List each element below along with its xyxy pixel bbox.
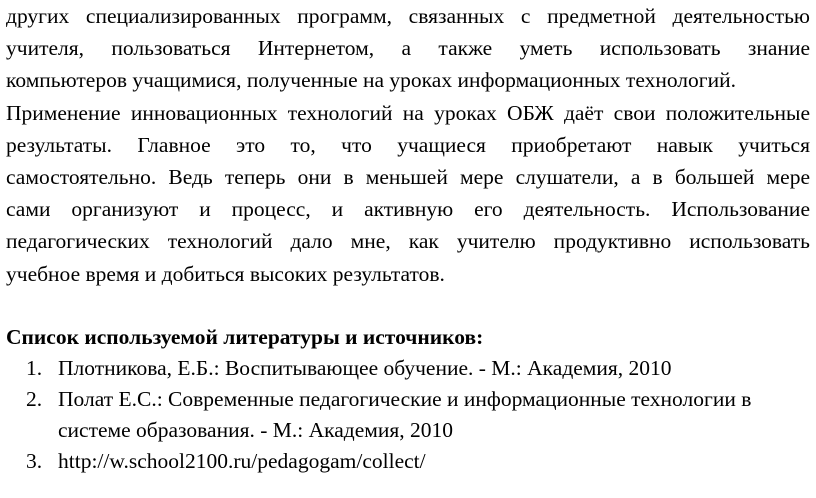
text-line: компьютеров учащимися, полученные на уроках информационных технологий. <box>6 68 736 93</box>
reference-text <box>58 353 810 384</box>
text-line: сами организуют и процесс, и активную его деятельность. Использование <box>6 197 810 222</box>
document-page <box>6 0 810 477</box>
reference-number: 2. <box>26 387 43 412</box>
text-line: педагогических технологий дало мне, как учителю продуктивно использовать <box>6 229 810 254</box>
paragraph-intro-continued <box>6 0 810 97</box>
reference-item-2 <box>6 384 810 446</box>
references-heading: Список используемой литературы и источников: <box>6 324 484 349</box>
text-line: учебное время и добиться высоких результатов. <box>6 261 445 286</box>
blank-line <box>6 290 810 321</box>
reference-line: системе образования. - М.: Академия, 2010 <box>58 418 454 443</box>
reference-number: 1. <box>26 356 43 381</box>
reference-number: 3. <box>26 449 43 474</box>
reference-text <box>58 446 810 477</box>
reference-text <box>58 384 810 446</box>
reference-link[interactable]: http://w.school2100.ru/pedagogam/collect/ <box>58 449 426 474</box>
text-line: результаты. Главное это то, что учащиеся приобретают навык учиться <box>6 132 810 157</box>
text-line: Применение инновационных технологий на уроках ОБЖ даёт свои положительные <box>6 100 810 125</box>
text-line: других специализированных программ, связанных с предметной деятельностью <box>6 4 810 28</box>
reference-line: Полат Е.С.: Современные педагогические и информационные технологии в <box>58 387 752 412</box>
text-line: самостоятельно. Ведь теперь они в меньшей мере слушатели, а в большей мере <box>6 165 810 190</box>
paragraph-innovation <box>6 97 810 290</box>
reference-line: Плотникова, Е.Б.: Воспитывающее обучение. - М.: Академия, 2010 <box>58 356 672 381</box>
reference-item-3 <box>6 446 810 477</box>
reference-item-1 <box>6 353 810 384</box>
text-line: учителя, пользоваться Интернетом, а также уметь использовать знание <box>6 36 810 61</box>
references-list <box>6 353 810 477</box>
